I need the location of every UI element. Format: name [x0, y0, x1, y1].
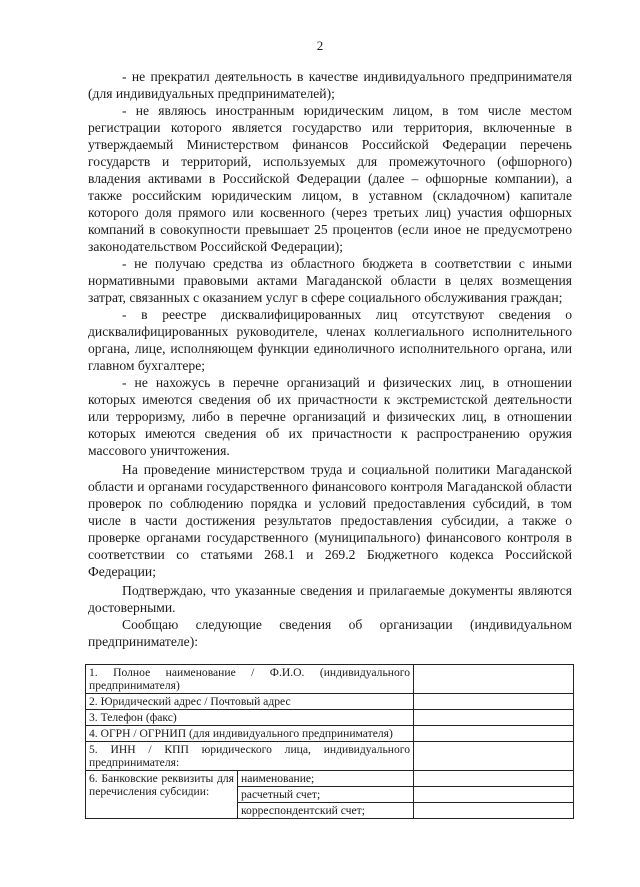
table-cell-label: 2. Юридический адрес / Почтовый адрес — [86, 694, 414, 710]
table-cell-value — [414, 665, 574, 694]
table-row — [86, 710, 574, 726]
table-cell-value — [414, 710, 574, 726]
table-cell-value — [414, 771, 574, 787]
paragraph-consent-inspections: На проведение министерством труда и социальной политики Магаданской области и органами государственного финансового контроля Магаданской области проверок по соблюдению порядка и условий предоставления субсидий, в том числе в части достижения результатов предоставления субсидии, а также о проверке органами государственного (муниципального) финансового контроля в соответствии со статьями 268.1 и 269.2 Бюджетного кодекса Российской Федерации; — [88, 462, 572, 579]
table-row — [86, 726, 574, 742]
bank-subrow-label: наименование; — [238, 771, 414, 787]
table-row — [86, 771, 574, 787]
paragraph-not-offshore: - не являюсь иностранным юридическим лицом, в том числе местом регистрации которого является государство или территория, включенные в утверждаемый Министерством финансов Российской Федерации перечень государств и территорий, используемых для промежуточного (офшорного) владения активами в Российской Федерации (далее – офшорные компании), а также российским юридическим лицом, в уставном (складочном) капитале которого доля прямого или косвенного (через третьих лиц) участия офшорных компаний в совокупности превышает 25 процентов (если иное не предусмотрено законодательством Российской Федерации); — [88, 103, 572, 254]
table-cell-value — [414, 694, 574, 710]
bank-subrow-label: расчетный счет; — [238, 787, 414, 803]
paragraph-disqualified-registry: - в реестре дисквалифицированных лиц отсутствуют сведения о дисквалифицированных руководителе, членах коллегиального исполнительного органа, лице, исполняющем функции единоличного исполнительного органа, или главном бухгалтере; — [88, 307, 572, 373]
bank-subrow-label: корреспондентский счет; — [238, 803, 414, 819]
table-cell-label: 1. Полное наименование / Ф.И.О. (индивидуального предпринимателя) — [86, 665, 414, 694]
document-body — [88, 68, 572, 650]
organization-info-table — [85, 664, 574, 819]
paragraph-confirmation: Подтверждаю, что указанные сведения и прилагаемые документы являются достоверными. — [88, 583, 572, 615]
table-cell-label: 5. ИНН / КПП юридического лица, индивидуального предпринимателя: — [86, 742, 414, 771]
bank-details-label: 6. Банковские реквизиты для перечисления субсидии: — [86, 771, 238, 819]
paragraph-extremism-list: - не нахожусь в перечне организаций и физических лиц, в отношении которых имеются сведения об их причастности к экстремистской деятельности или терроризму, либо в перечне организаций и физических лиц, в отношении которых имеются сведения об их причастности к распространению оружия массового уничтожения. — [88, 375, 572, 458]
table-cell-label: 4. ОГРН / ОГРНИП (для индивидуального предпринимателя) — [86, 726, 414, 742]
table-cell-value — [414, 803, 574, 819]
table-row — [86, 694, 574, 710]
paragraph-organization-info: Сообщаю следующие сведения об организации (индивидуальном предпринимателе): — [88, 617, 572, 649]
table-cell-value — [414, 787, 574, 803]
paragraph-not-terminated: - не прекратил деятельность в качестве индивидуального предпринимателя (для индивидуальных предпринимателей); — [88, 69, 572, 101]
table-cell-value — [414, 726, 574, 742]
table-cell-value — [414, 742, 574, 771]
paragraph-no-other-budget-funds: - не получаю средства из областного бюджета в соответствии с иными нормативными правовыми актами Магаданской области в целях возмещения затрат, связанных с оказанием услуг в сфере социального обслуживания граждан; — [88, 256, 572, 305]
table-row — [86, 665, 574, 694]
table-cell-label: 3. Телефон (факс) — [86, 710, 414, 726]
table-row — [86, 742, 574, 771]
page-number: 2 — [316, 38, 324, 53]
